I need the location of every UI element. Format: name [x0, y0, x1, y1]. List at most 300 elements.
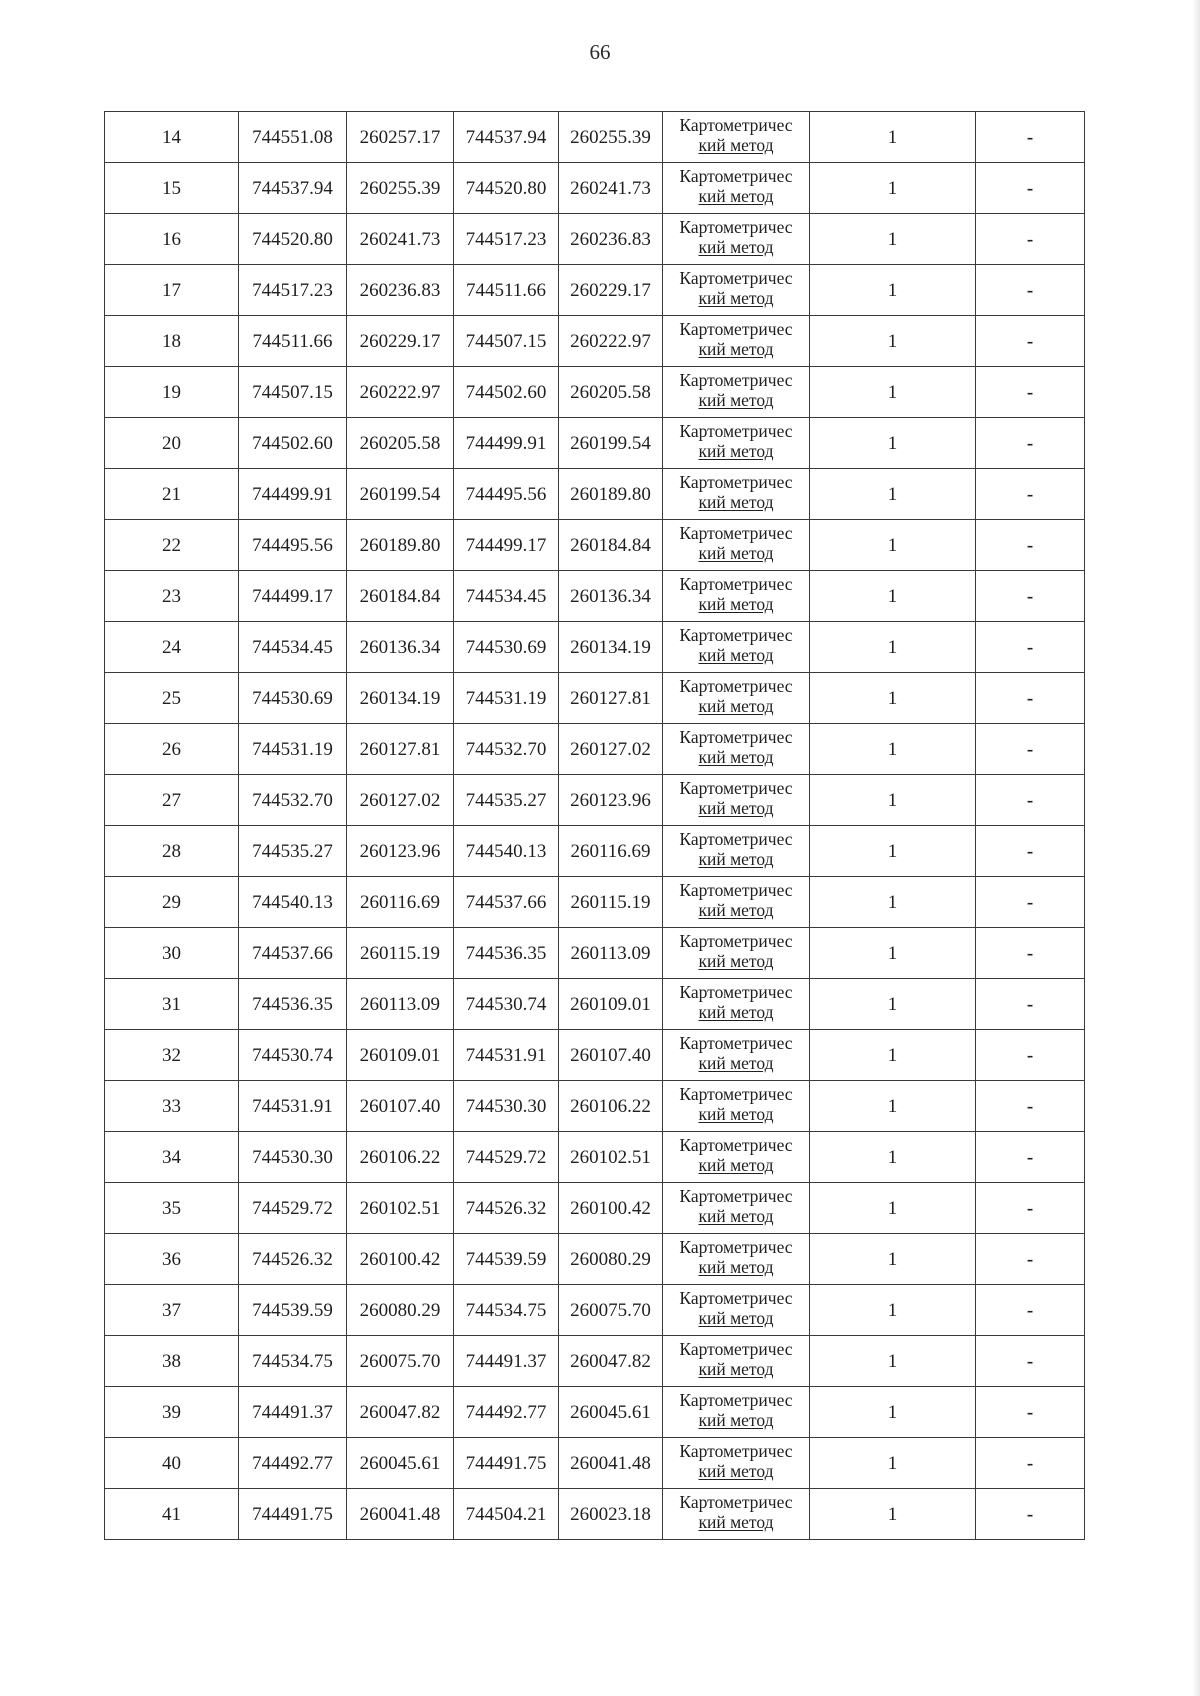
method-cell	[663, 214, 810, 265]
x-end-cell: 744499.17	[454, 520, 559, 571]
method-cell	[663, 418, 810, 469]
method-text-line1: Картометричес	[679, 115, 793, 135]
y-end-cell: 260023.18	[559, 1489, 663, 1540]
y-end-cell: 260199.54	[559, 418, 663, 469]
x-start-cell: 744502.60	[239, 418, 347, 469]
table-row	[105, 571, 1085, 622]
point-number-cell: 22	[105, 520, 239, 571]
method-text-line2: кий метод	[698, 696, 774, 716]
method-text-line2: кий метод	[698, 1512, 774, 1532]
y-start-cell: 260241.73	[347, 214, 454, 265]
y-end-cell: 260109.01	[559, 979, 663, 1030]
method-text-line2: кий метод	[698, 441, 774, 461]
method-text-line2: кий метод	[698, 237, 774, 257]
method-text-line1: Картометричес	[679, 829, 793, 849]
x-end-cell: 744531.19	[454, 673, 559, 724]
x-end-cell: 744536.35	[454, 928, 559, 979]
x-end-cell: 744511.66	[454, 265, 559, 316]
y-end-cell: 260045.61	[559, 1387, 663, 1438]
y-start-cell: 260184.84	[347, 571, 454, 622]
y-start-cell: 260127.81	[347, 724, 454, 775]
y-start-cell: 260045.61	[347, 1438, 454, 1489]
note-cell: -	[976, 1081, 1085, 1132]
method-cell	[663, 622, 810, 673]
table-row	[105, 163, 1085, 214]
table-row	[105, 1081, 1085, 1132]
point-number-cell: 38	[105, 1336, 239, 1387]
point-number-cell: 21	[105, 469, 239, 520]
note-cell: -	[976, 1336, 1085, 1387]
method-text-line2: кий метод	[698, 288, 774, 308]
x-end-cell: 744507.15	[454, 316, 559, 367]
x-start-cell: 744491.75	[239, 1489, 347, 1540]
note-cell: -	[976, 265, 1085, 316]
y-start-cell: 260107.40	[347, 1081, 454, 1132]
method-text-line2: кий метод	[698, 798, 774, 818]
x-end-cell: 744530.74	[454, 979, 559, 1030]
point-number-cell: 19	[105, 367, 239, 418]
y-end-cell: 260127.02	[559, 724, 663, 775]
y-end-cell: 260127.81	[559, 673, 663, 724]
method-cell	[663, 367, 810, 418]
x-start-cell: 744491.37	[239, 1387, 347, 1438]
x-start-cell: 744540.13	[239, 877, 347, 928]
table-row	[105, 1489, 1085, 1540]
table-row	[105, 826, 1085, 877]
method-cell	[663, 1183, 810, 1234]
point-number-cell: 34	[105, 1132, 239, 1183]
method-text-line2: кий метод	[698, 1359, 774, 1379]
method-cell	[663, 1489, 810, 1540]
method-text-line2: кий метод	[698, 1053, 774, 1073]
y-start-cell: 260109.01	[347, 1030, 454, 1081]
method-text-line1: Картометричес	[679, 1033, 793, 1053]
x-end-cell: 744530.69	[454, 622, 559, 673]
accuracy-cell: 1	[810, 1081, 976, 1132]
method-cell	[663, 1336, 810, 1387]
accuracy-cell: 1	[810, 877, 976, 928]
note-cell: -	[976, 826, 1085, 877]
y-end-cell: 260134.19	[559, 622, 663, 673]
method-cell	[663, 1030, 810, 1081]
y-end-cell: 260107.40	[559, 1030, 663, 1081]
coordinates-table	[104, 111, 1085, 1540]
method-text-line1: Картометричес	[679, 472, 793, 492]
method-text-line1: Картометричес	[679, 931, 793, 951]
note-cell: -	[976, 367, 1085, 418]
accuracy-cell: 1	[810, 316, 976, 367]
method-text-line2: кий метод	[698, 1410, 774, 1430]
page-number: 66	[589, 40, 611, 64]
accuracy-cell: 1	[810, 622, 976, 673]
x-end-cell: 744540.13	[454, 826, 559, 877]
y-start-cell: 260136.34	[347, 622, 454, 673]
x-end-cell: 744529.72	[454, 1132, 559, 1183]
note-cell: -	[976, 1489, 1085, 1540]
x-start-cell: 744537.66	[239, 928, 347, 979]
x-end-cell: 744502.60	[454, 367, 559, 418]
method-text-line2: кий метод	[698, 186, 774, 206]
y-start-cell: 260127.02	[347, 775, 454, 826]
table-row	[105, 469, 1085, 520]
method-text-line2: кий метод	[698, 1308, 774, 1328]
table-row	[105, 214, 1085, 265]
x-end-cell: 744531.91	[454, 1030, 559, 1081]
note-cell: -	[976, 724, 1085, 775]
x-end-cell: 744499.91	[454, 418, 559, 469]
table-row	[105, 1234, 1085, 1285]
note-cell: -	[976, 316, 1085, 367]
method-cell	[663, 1132, 810, 1183]
table-row	[105, 724, 1085, 775]
x-end-cell: 744517.23	[454, 214, 559, 265]
y-start-cell: 260199.54	[347, 469, 454, 520]
method-text-line1: Картометричес	[679, 880, 793, 900]
method-text-line1: Картометричес	[679, 1441, 793, 1461]
point-number-cell: 37	[105, 1285, 239, 1336]
table-row	[105, 265, 1085, 316]
point-number-cell: 31	[105, 979, 239, 1030]
accuracy-cell: 1	[810, 571, 976, 622]
method-text-line2: кий метод	[698, 135, 774, 155]
method-cell	[663, 112, 810, 163]
table-row	[105, 979, 1085, 1030]
accuracy-cell: 1	[810, 724, 976, 775]
table-row	[105, 1030, 1085, 1081]
x-start-cell: 744495.56	[239, 520, 347, 571]
point-number-cell: 25	[105, 673, 239, 724]
method-text-line1: Картометричес	[679, 1084, 793, 1104]
point-number-cell: 27	[105, 775, 239, 826]
note-cell: -	[976, 979, 1085, 1030]
y-end-cell: 260102.51	[559, 1132, 663, 1183]
y-start-cell: 260080.29	[347, 1285, 454, 1336]
table-row	[105, 1132, 1085, 1183]
x-end-cell: 744534.75	[454, 1285, 559, 1336]
method-text-line2: кий метод	[698, 747, 774, 767]
point-number-cell: 26	[105, 724, 239, 775]
accuracy-cell: 1	[810, 112, 976, 163]
note-cell: -	[976, 877, 1085, 928]
point-number-cell: 36	[105, 1234, 239, 1285]
x-end-cell: 744491.75	[454, 1438, 559, 1489]
x-start-cell: 744536.35	[239, 979, 347, 1030]
accuracy-cell: 1	[810, 979, 976, 1030]
x-start-cell: 744534.45	[239, 622, 347, 673]
method-text-line1: Картометричес	[679, 574, 793, 594]
y-end-cell: 260189.80	[559, 469, 663, 520]
method-cell	[663, 1438, 810, 1489]
method-cell	[663, 520, 810, 571]
accuracy-cell: 1	[810, 1030, 976, 1081]
method-cell	[663, 877, 810, 928]
method-cell	[663, 928, 810, 979]
y-end-cell: 260106.22	[559, 1081, 663, 1132]
point-number-cell: 18	[105, 316, 239, 367]
table-row	[105, 316, 1085, 367]
note-cell: -	[976, 469, 1085, 520]
accuracy-cell: 1	[810, 265, 976, 316]
note-cell: -	[976, 928, 1085, 979]
y-end-cell: 260229.17	[559, 265, 663, 316]
method-cell	[663, 316, 810, 367]
table-row	[105, 367, 1085, 418]
y-end-cell: 260236.83	[559, 214, 663, 265]
y-start-cell: 260257.17	[347, 112, 454, 163]
method-text-line2: кий метод	[698, 339, 774, 359]
y-start-cell: 260134.19	[347, 673, 454, 724]
method-text-line1: Картометричес	[679, 1492, 793, 1512]
method-text-line1: Картометричес	[679, 1339, 793, 1359]
x-end-cell: 744520.80	[454, 163, 559, 214]
accuracy-cell: 1	[810, 214, 976, 265]
y-end-cell: 260115.19	[559, 877, 663, 928]
point-number-cell: 24	[105, 622, 239, 673]
point-number-cell: 29	[105, 877, 239, 928]
table-row	[105, 877, 1085, 928]
method-text-line1: Картометричес	[679, 166, 793, 186]
table-row	[105, 1285, 1085, 1336]
accuracy-cell: 1	[810, 469, 976, 520]
note-cell: -	[976, 214, 1085, 265]
accuracy-cell: 1	[810, 418, 976, 469]
point-number-cell: 41	[105, 1489, 239, 1540]
x-start-cell: 744530.74	[239, 1030, 347, 1081]
accuracy-cell: 1	[810, 520, 976, 571]
method-cell	[663, 724, 810, 775]
point-number-cell: 17	[105, 265, 239, 316]
point-number-cell: 32	[105, 1030, 239, 1081]
accuracy-cell: 1	[810, 775, 976, 826]
note-cell: -	[976, 1285, 1085, 1336]
y-end-cell: 260080.29	[559, 1234, 663, 1285]
note-cell: -	[976, 571, 1085, 622]
accuracy-cell: 1	[810, 1285, 976, 1336]
y-end-cell: 260136.34	[559, 571, 663, 622]
method-text-line1: Картометричес	[679, 523, 793, 543]
table-body	[105, 112, 1085, 1540]
x-start-cell: 744499.17	[239, 571, 347, 622]
y-end-cell: 260047.82	[559, 1336, 663, 1387]
method-text-line2: кий метод	[698, 594, 774, 614]
point-number-cell: 23	[105, 571, 239, 622]
table-row	[105, 520, 1085, 571]
method-cell	[663, 673, 810, 724]
y-end-cell: 260113.09	[559, 928, 663, 979]
method-text-line1: Картометричес	[679, 778, 793, 798]
y-end-cell: 260184.84	[559, 520, 663, 571]
y-start-cell: 260100.42	[347, 1234, 454, 1285]
y-end-cell: 260241.73	[559, 163, 663, 214]
method-text-line2: кий метод	[698, 900, 774, 920]
x-end-cell: 744537.66	[454, 877, 559, 928]
note-cell: -	[976, 775, 1085, 826]
x-start-cell: 744520.80	[239, 214, 347, 265]
x-start-cell: 744534.75	[239, 1336, 347, 1387]
accuracy-cell: 1	[810, 826, 976, 877]
note-cell: -	[976, 673, 1085, 724]
y-start-cell: 260113.09	[347, 979, 454, 1030]
note-cell: -	[976, 622, 1085, 673]
method-text-line2: кий метод	[698, 1104, 774, 1124]
point-number-cell: 40	[105, 1438, 239, 1489]
point-number-cell: 30	[105, 928, 239, 979]
table-row	[105, 928, 1085, 979]
note-cell: -	[976, 1387, 1085, 1438]
accuracy-cell: 1	[810, 1132, 976, 1183]
y-start-cell: 260123.96	[347, 826, 454, 877]
point-number-cell: 39	[105, 1387, 239, 1438]
x-end-cell: 744491.37	[454, 1336, 559, 1387]
method-text-line2: кий метод	[698, 492, 774, 512]
table-row	[105, 1387, 1085, 1438]
note-cell: -	[976, 1132, 1085, 1183]
note-cell: -	[976, 1030, 1085, 1081]
point-number-cell: 14	[105, 112, 239, 163]
y-end-cell: 260100.42	[559, 1183, 663, 1234]
x-end-cell: 744537.94	[454, 112, 559, 163]
method-text-line2: кий метод	[698, 1461, 774, 1481]
note-cell: -	[976, 1183, 1085, 1234]
x-start-cell: 744530.30	[239, 1132, 347, 1183]
accuracy-cell: 1	[810, 1489, 976, 1540]
accuracy-cell: 1	[810, 1438, 976, 1489]
page-edge	[1192, 0, 1200, 1696]
accuracy-cell: 1	[810, 928, 976, 979]
method-text-line1: Картометричес	[679, 217, 793, 237]
table-row	[105, 622, 1085, 673]
x-start-cell: 744511.66	[239, 316, 347, 367]
x-end-cell: 744492.77	[454, 1387, 559, 1438]
x-start-cell: 744539.59	[239, 1285, 347, 1336]
note-cell: -	[976, 163, 1085, 214]
method-text-line1: Картометричес	[679, 421, 793, 441]
method-cell	[663, 1387, 810, 1438]
y-end-cell: 260222.97	[559, 316, 663, 367]
method-text-line1: Картометричес	[679, 1237, 793, 1257]
method-text-line1: Картометричес	[679, 676, 793, 696]
point-number-cell: 16	[105, 214, 239, 265]
y-end-cell: 260041.48	[559, 1438, 663, 1489]
y-start-cell: 260116.69	[347, 877, 454, 928]
x-start-cell: 744537.94	[239, 163, 347, 214]
x-end-cell: 744539.59	[454, 1234, 559, 1285]
method-cell	[663, 163, 810, 214]
x-start-cell: 744535.27	[239, 826, 347, 877]
method-text-line1: Картометричес	[679, 319, 793, 339]
y-end-cell: 260205.58	[559, 367, 663, 418]
accuracy-cell: 1	[810, 1336, 976, 1387]
method-text-line2: кий метод	[698, 1155, 774, 1175]
method-cell	[663, 469, 810, 520]
y-start-cell: 260115.19	[347, 928, 454, 979]
method-text-line2: кий метод	[698, 849, 774, 869]
method-text-line1: Картометричес	[679, 625, 793, 645]
method-text-line2: кий метод	[698, 951, 774, 971]
point-number-cell: 33	[105, 1081, 239, 1132]
accuracy-cell: 1	[810, 1183, 976, 1234]
note-cell: -	[976, 112, 1085, 163]
accuracy-cell: 1	[810, 163, 976, 214]
note-cell: -	[976, 1234, 1085, 1285]
method-cell	[663, 1234, 810, 1285]
note-cell: -	[976, 1438, 1085, 1489]
x-end-cell: 744530.30	[454, 1081, 559, 1132]
x-end-cell: 744504.21	[454, 1489, 559, 1540]
method-text-line1: Картометричес	[679, 1390, 793, 1410]
accuracy-cell: 1	[810, 673, 976, 724]
method-text-line2: кий метод	[698, 1206, 774, 1226]
method-cell	[663, 775, 810, 826]
x-end-cell: 744534.45	[454, 571, 559, 622]
x-end-cell: 744495.56	[454, 469, 559, 520]
method-text-line2: кий метод	[698, 390, 774, 410]
x-end-cell: 744526.32	[454, 1183, 559, 1234]
method-text-line1: Картометричес	[679, 1135, 793, 1155]
x-start-cell: 744551.08	[239, 112, 347, 163]
method-text-line1: Картометричес	[679, 982, 793, 1002]
y-end-cell: 260075.70	[559, 1285, 663, 1336]
table-row	[105, 112, 1085, 163]
x-start-cell: 744529.72	[239, 1183, 347, 1234]
method-cell	[663, 1285, 810, 1336]
x-start-cell: 744507.15	[239, 367, 347, 418]
method-text-line2: кий метод	[698, 645, 774, 665]
y-start-cell: 260041.48	[347, 1489, 454, 1540]
accuracy-cell: 1	[810, 1234, 976, 1285]
x-start-cell: 744532.70	[239, 775, 347, 826]
method-cell	[663, 1081, 810, 1132]
table-row	[105, 775, 1085, 826]
note-cell: -	[976, 418, 1085, 469]
accuracy-cell: 1	[810, 367, 976, 418]
note-cell: -	[976, 520, 1085, 571]
table-row	[105, 1438, 1085, 1489]
table-row	[105, 1336, 1085, 1387]
method-cell	[663, 571, 810, 622]
x-start-cell: 744531.91	[239, 1081, 347, 1132]
point-number-cell: 20	[105, 418, 239, 469]
method-text-line1: Картометричес	[679, 1288, 793, 1308]
x-end-cell: 744532.70	[454, 724, 559, 775]
x-end-cell: 744535.27	[454, 775, 559, 826]
method-text-line1: Картометричес	[679, 370, 793, 390]
table-row	[105, 1183, 1085, 1234]
method-text-line2: кий метод	[698, 1257, 774, 1277]
y-start-cell: 260229.17	[347, 316, 454, 367]
table-row	[105, 673, 1085, 724]
y-start-cell: 260222.97	[347, 367, 454, 418]
method-cell	[663, 979, 810, 1030]
y-start-cell: 260047.82	[347, 1387, 454, 1438]
y-start-cell: 260236.83	[347, 265, 454, 316]
method-text-line2: кий метод	[698, 1002, 774, 1022]
x-start-cell: 744499.91	[239, 469, 347, 520]
y-start-cell: 260102.51	[347, 1183, 454, 1234]
x-start-cell: 744531.19	[239, 724, 347, 775]
x-start-cell: 744526.32	[239, 1234, 347, 1285]
y-end-cell: 260255.39	[559, 112, 663, 163]
table-row	[105, 418, 1085, 469]
method-cell	[663, 826, 810, 877]
x-start-cell: 744492.77	[239, 1438, 347, 1489]
point-number-cell: 15	[105, 163, 239, 214]
x-start-cell: 744517.23	[239, 265, 347, 316]
y-start-cell: 260075.70	[347, 1336, 454, 1387]
method-text-line1: Картометричес	[679, 1186, 793, 1206]
y-end-cell: 260123.96	[559, 775, 663, 826]
method-text-line2: кий метод	[698, 543, 774, 563]
